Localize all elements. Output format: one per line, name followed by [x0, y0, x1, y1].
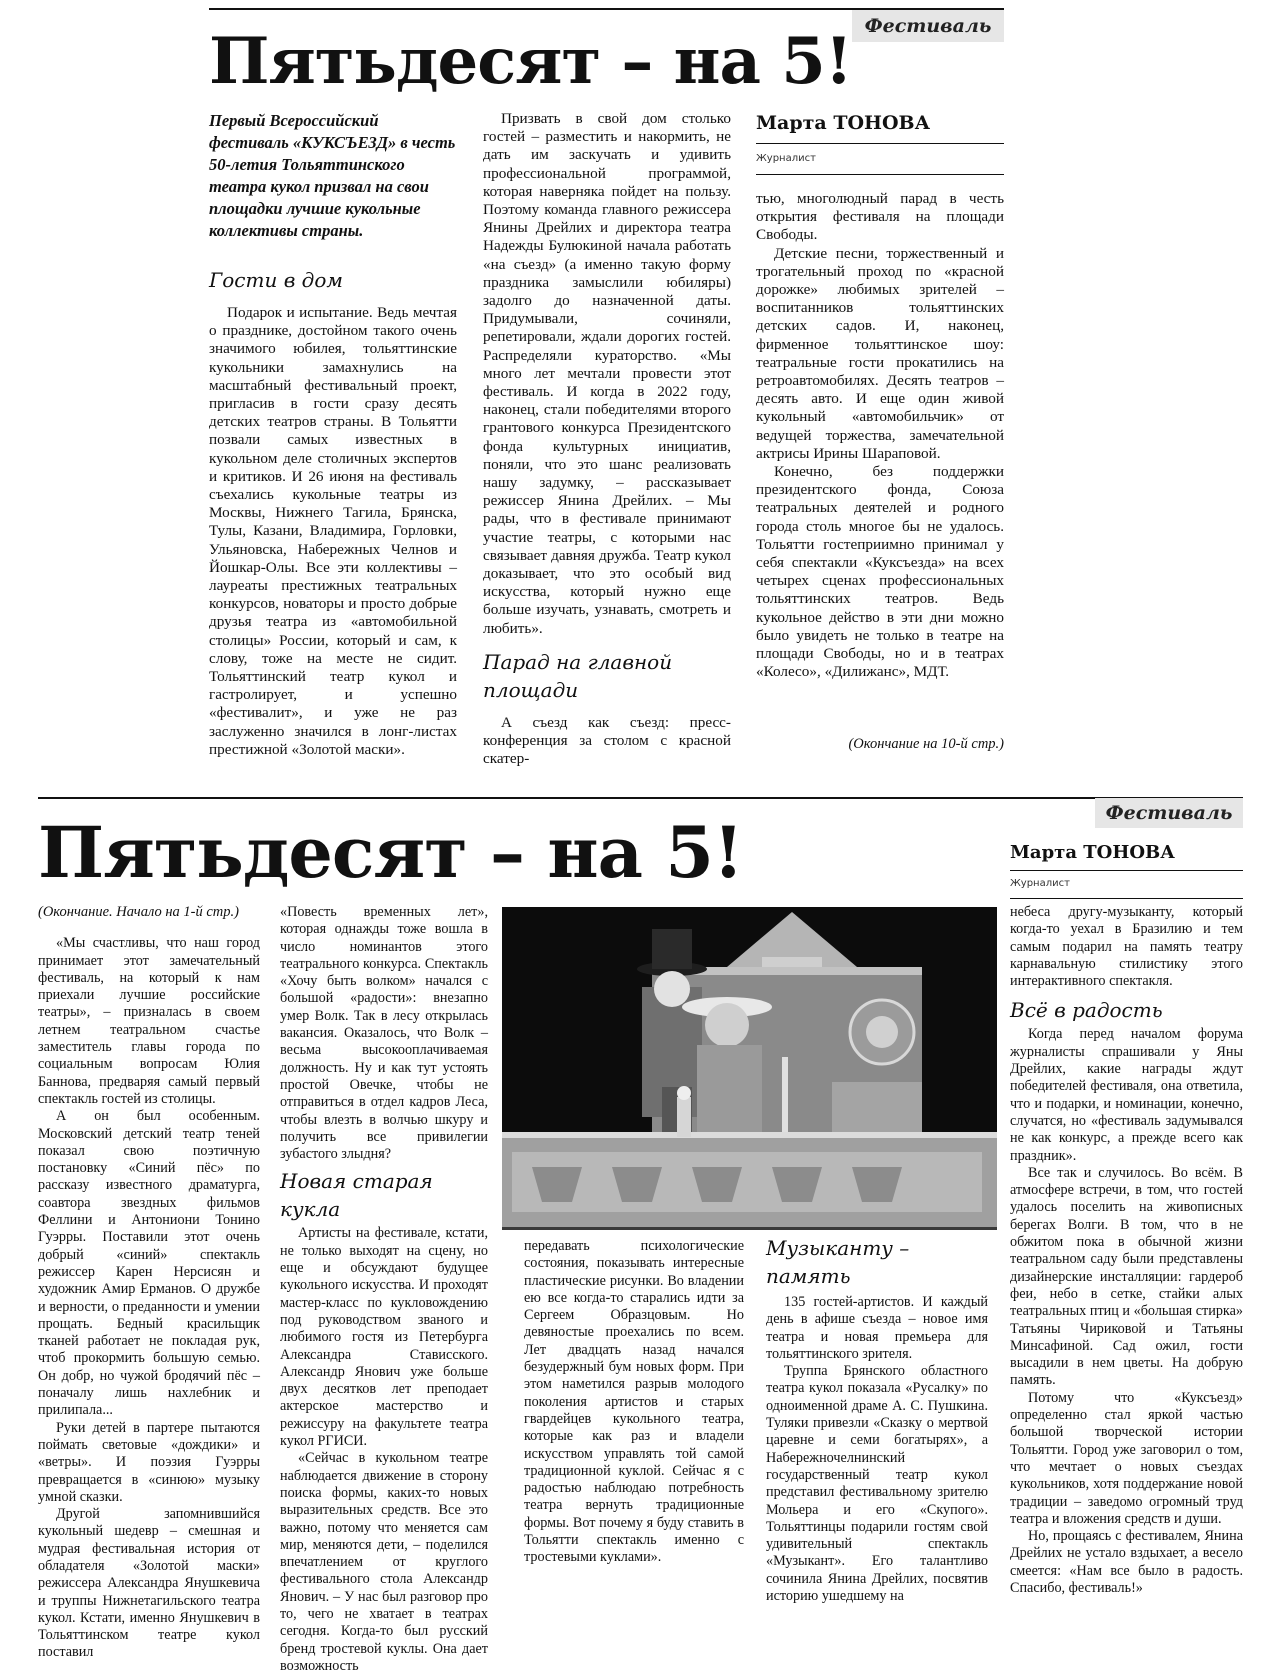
page2-col5-p3: Все так и случилось. Во всём. В атмосфере встречи, в том, что гостей удалось поселить на живописных берегах Волги. В том, что в не обжитом пока в обычной жизни театральном саду были представлены дизайнерские инсталляции: гардероб феи, небо в сетке, стайки алых театральных птиц и «большая стирка» Татьяны Чириковой и Татьяны Минсафиной. Сад ожил, гости высадили в нем цветы. На добрую память. [1010, 1164, 1243, 1389]
page1-col3-p1: тью, многолюдный парад в честь открытия фестиваля на площади Свободы. [756, 190, 1004, 244]
page2-col2-p2: Артисты на фестивале, кстати, не только выходят на сцену, но еще и обсуждают будущее кукольного искусства. И проходят мастер-класс по кукловождению под руководством званого и любимого гостя из Петербурга Александра Стависского. Александр Янович уже больше двух десятков лет преподает актерское мастерство и режиссуру на факультете театра кукол РГИСИ. [280, 1225, 488, 1450]
puppet-theater-photo [502, 907, 997, 1230]
page2-col2-p1: «Повесть временных лет», которая однажды тоже вошла в число номинантов этого театрального конкурса. Спектакль «Хочу быть волком» начался с большой «радости»: внезапно умер Волк. Так в лесу открылась вакансия. Оказалось, что Волк – весьма высокооплачиваемая должность. Ну и как тут устоять простой Овечке, чтобы не отправиться в отдел кадров Леса, чтобы влезть в волчью шкуру и получить все привилегии зубастого злыдня? [280, 904, 488, 1163]
page2-col2-p3: «Сейчас в кукольном театре наблюдается движение в сторону поиска формы, каких-то новых выразительных средств. Все это важно, потому что меняется сам мир, меняются дети, – поделился впечатлением от круглого фестивального стола Александр Янович. – У нас был разговор про то, чего не хватает в театрах сегодня. Когда-то был русский бренд тростевой куклы. Она дает возможность [280, 1450, 488, 1674]
page1-column-3 [756, 190, 1004, 720]
page2-author-role: Журналист [1010, 878, 1070, 889]
page1-column-2 [483, 110, 731, 768]
page2-continued-from: (Окончание. Начало на 1-й стр.) [38, 904, 239, 920]
page2-col4-p2: Труппа Брянского областного театра кукол показала «Русалку» по одноименной драме А. С. Пушкина. Туляки привезли «Сказку о мертвой царевне и семи богатырях», а Набережночелнинский государственный театр кукол представил фестивальному зрителю Мольера и его «Скупого». Тольяттинцы подарили гостям свой удивительный спектакль «Музыкант». Его талантливо сочинила Янина Дрейлих, посвятив историю ушедшему на [766, 1363, 988, 1605]
page1-author-role: Журналист [756, 153, 816, 164]
page1-column-1 [209, 110, 457, 765]
page2-col1-p1: «Мы счастливы, что наш город принимает этот замечательный фестиваль, на который к нам приехали лучшие российские театры», – призналась в своем летнем театральном счастье заместитель главы города по социальным вопросам Юлия Баннова, предваряя самый первый спектакль гостей из столицы. [38, 935, 260, 1107]
page2-column-1 [38, 904, 260, 1661]
page1-lead: Первый Всероссийский фестиваль «КУКСЪЕЗД» в честь 50-летия Тольяттинского театра кукол призвал на свои площадки лучшие кукольные коллективы страны. [209, 111, 456, 240]
page1-col3-p2: Детские песни, торжественный и трогательный проход по «красной дорожке» любимых зрителей – воспитанников тольяттинских детских садов. И, наконец, фирменное тольяттинское шоу: театральные гости прокатились на ретроавтомобилях. Десять театров – десять авто. И еще один живой кукольный «автомобильчик» от ведущей торжества, замечательной актрисы Ирины Шараповой. [756, 244, 1004, 462]
page2-col4-p1: 135 гостей-артистов. И каждый день в афише съезда – новое имя театра и новая премьера для тольяттинского зрителя. [766, 1294, 988, 1362]
page1-subhead-1: Гости в дом [209, 268, 343, 292]
page2-col5-p1: небеса другу-музыканту, который когда-то уехал в Бразилию и тем самым подарил на память театру карнавальную стилистику этого интерактивного спектакля. [1010, 904, 1243, 990]
page1-col3-p3: Конечно, без поддержки президентского фонда, Союза театральных деятелей и родного города столь многое бы не удалось. Тольятти гостеприимно принимал у себя спектакли «Куксъезда» на всех четырех сценах профессиональных тольяттинских театров. Ведь кукольное действо в эти дни можно было увидеть не только в театре на площади Свободы, но и в театрах «Колесо», «Дилижанс», МДТ. [756, 463, 1004, 681]
page2-col1-p4: Другой запомнившийся кукольный шедевр – смешная и мудрая фестивальная история от обладателя «Золотой маски» режиссера Александра Янушкевича и труппы Нижнетагильского театра кукол. Кстати, именно Янушкевич в Тольяттинском театре кукол поставил [38, 1506, 260, 1661]
page2-author-rule [1010, 870, 1243, 871]
page2-subhead-1: Новая старая кукла [280, 1169, 433, 1222]
page2-column-3 [524, 1238, 744, 1598]
page2-col5-p2: Когда перед началом форума журналисты спрашивали у Яны Дрейлих, какие награды ждут победителей фестиваля, она ответила, что и подарки, и номинации, конечно, случатся, но «фестиваль задумывался не как конкурс, а прежде всего как праздник». [1010, 1026, 1243, 1164]
page1-headline: Пятьдесят – на 5! [209, 24, 852, 99]
page2-top-rule [38, 797, 1243, 799]
page1-author: Марта ТОНОВА [756, 112, 931, 134]
page2-column-5 [1010, 904, 1243, 1598]
page2-section-tag: Фестиваль [1095, 798, 1243, 828]
page2-headline: Пятьдесят – на 5! [38, 811, 743, 894]
page1-author-rule [756, 143, 1004, 144]
page2-subhead-2: Музыканту – память [766, 1236, 910, 1288]
page1-col1-p1: Подарок и испытание. Ведь мечтая о празднике, достойном такого очень значимого юбилея, тольяттинские кукольники замахнулись на масштабный фестивальный проект, пригласив в гости сразу десять детских театров страны. В Тольятти позвали самых известных в кукольном деле столичных экспертов и критиков. И 26 июня на фестиваль съехались кукольные театры из Москвы, Нижнего Тагила, Брянска, Тулы, Казани, Владимира, Горловки, Ульяновска, Набережных Челнов и Йошкар-Олы. Все эти коллективы – лауреаты престижных театральных конкурсов, новаторы и просто добрые друзья театра из «автомобильной столицы» России, который и сам, к слову, тоже на месте не сидит. Тольяттинский театр кукол и гастролирует, и успешно «фестивалит», и уже не раз заслуженно значился в лонг-листах престижной «Золотой маски». [209, 304, 457, 758]
page2-col1-p3: Руки детей в партере пытаются поймать световые «дождики» и «ветры». И поэзия Гуэрры превращается в «синюю» музыку умной сказки. [38, 1419, 260, 1505]
page1-col2-p1: Призвать в свой дом столько гостей – разместить и накормить, не дать им заскучать и удивить профессиональной программой, которая наверняка пойдет на пользу. Поэтому команда главного режиссера Янины Дрейлих и директора театра Надежды Булюкиной начала работать «на съезд» (а именно такую форму праздника замыслили юбиляры) задолго до назначенной даты. Придумывали, сочиняли, репетировали, ждали дорогих гостей. Распределяли кураторство. «Мы много лет мечтали провести этот фестиваль. И когда в 2022 году, наконец, стали победителями второго грантового конкурса Президентского фонда культурных инициатив, поняли, что это шанс реализовать нашу задумку, – рассказывает режиссер Янина Дрейлих. – Мы рады, что в фестивале принимают участие театры, с которыми нас связывает давняя дружба. Театр кукол доказывает, что это особый вид искусства, который нужно еще больше изучать, узнавать, смотреть и любить». [483, 110, 731, 637]
page1-subhead-2: Парад на главной площади [483, 649, 673, 702]
page2-author-rule-2 [1010, 898, 1243, 899]
page2-subhead-3: Всё в радость [1010, 998, 1163, 1023]
page2-col5-p5: Но, прощаясь с фестивалем, Янина Дрейлих не устало вздыхает, а весело смеется: «Нам все было в радость. Спасибо, фестиваль!» [1010, 1528, 1243, 1596]
page2-author: Марта ТОНОВА [1010, 842, 1175, 863]
page2-col1-p2: А он был особенным. Московский детский театр теней показал свою поэтичную постановку «Синий пёс» по рассказу известного драматурга, соавтора звездных фильмов Феллини и Антониони Тонино Гуэрры. Поставили этот очень добрый «синий» спектакль режиссер Карен Нерсисян и художник Амир Ерманов. О дружбе и верности, о преданности и умении прощать. Бедный красильщик тканей работает не покладая рук, чтоб прокормить большую семью. Он добр, но чужой бродячий пёс – поначалу лишь нахлебник и прилипала... [38, 1108, 260, 1419]
page2-col5-p4: Потому что «Куксъезд» определенно стал яркой частью большой творческой истории Тольятти. Город уже заговорил о том, что мечтает о новых съездах кукольников, хотя поддержание новой традиции – заведомо огромный труд театра и вложения средств и души. [1010, 1389, 1243, 1527]
page2-column-2 [280, 904, 488, 1674]
page1-author-rule-2 [756, 174, 1004, 175]
page1-col2-p2: А съезд как съезд: пресс-конференция за столом с красной скатер- [483, 713, 731, 768]
page1-section-tag: Фестиваль [852, 10, 1004, 42]
page2-column-4 [766, 1234, 988, 1605]
page2-col3-p1: передавать психологические состояния, показывать интересные пластические рисунки. Во владении ею все когда-то старались идти за Сергеем Образцовым. Но девяностые проехались по всем. Лет двадцать назад начался безудержный бум новых форм. При этом наметился разрыв молодого поколения артистов и старых гвардейцев кукольного театра, которые как раз и владели искусством управлять той самой традиционной куклой. Сейчас я с радостью наблюдаю потребность театра вернуть традиционные формы. Вот почему я буду ставить в Тольятти спектакль именно с тростевыми куклами». [524, 1238, 744, 1566]
page1-continued-note: (Окончание на 10-й стр.) [848, 736, 1004, 752]
